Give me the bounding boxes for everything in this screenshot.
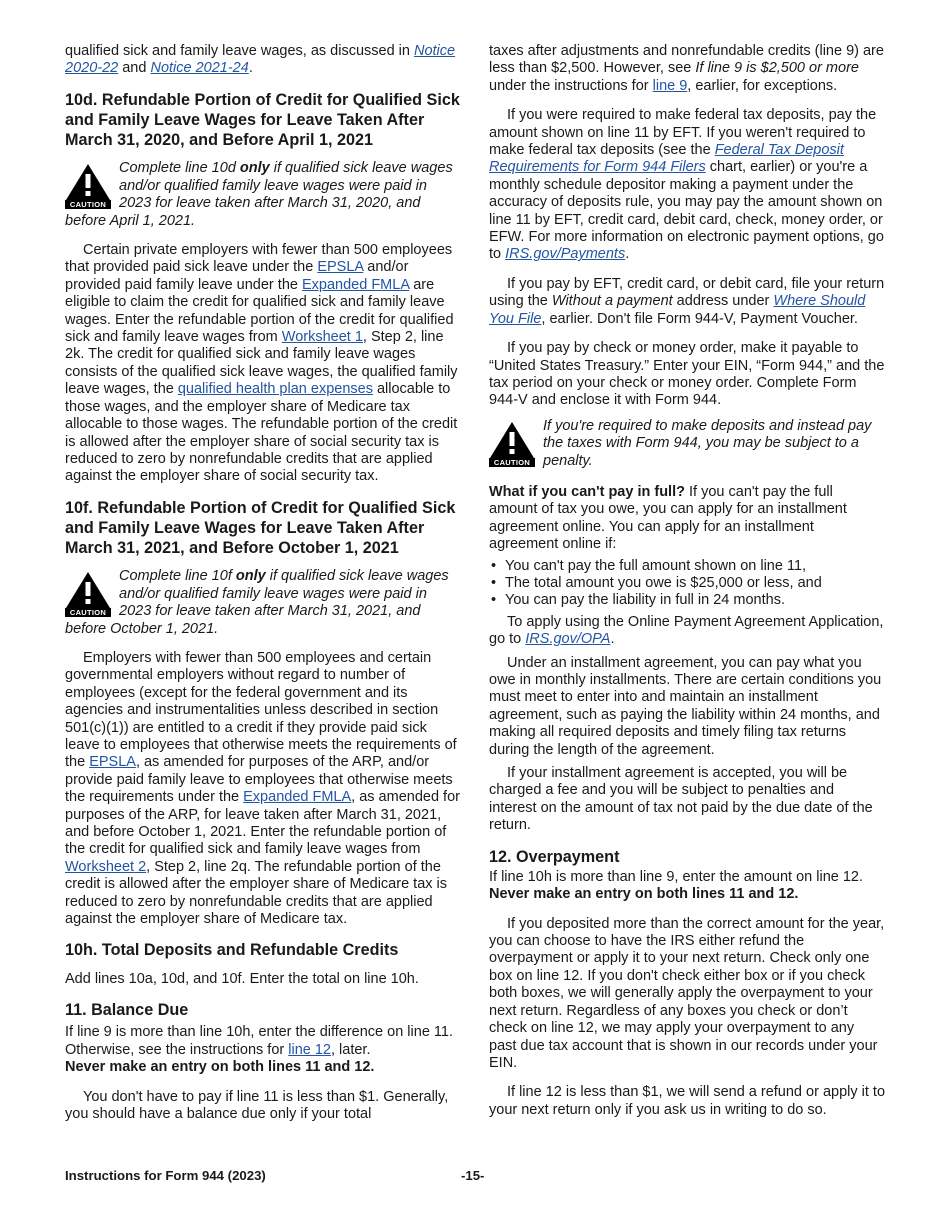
text: , Step 2, line 2k. The credit for qualified sick and family leave wages consists of the qualified sick leave wages, the qualified family leave wages, the xyxy=(65,329,458,398)
text: . xyxy=(610,631,615,648)
paragraph-12-refund: If line 12 is less than $1, we will send a refund or apply it to your next return only if you ask us in writing to do so. xyxy=(489,1084,886,1118)
list-item: • You can pay the liability in full in 24 months. xyxy=(489,592,885,609)
worksheet-2-link[interactable]: Worksheet 2 xyxy=(65,858,147,875)
text: , earlier. Don't file Form 944-V, Payment Voucher. xyxy=(541,310,858,327)
text: , as amended for purposes of the ARP, and/or provide paid family leave to employees that otherwise meets the requirements under the xyxy=(65,754,453,806)
text: allocable to those wages, and the employer share of Medicare tax allocable to those wages. The refundable portion of the credit is allowed after the employer share of social security tax is reduced to zero by nonrefundable credits that are applied against the employer share of social security tax. xyxy=(65,381,458,485)
paragraph-check-payment: If you pay by check or money order, make it payable to “United States Treasury.” Enter your EIN, “Form 944,” and the tax period on your check or money order. Complete Form 944-V and enclose it with Form 944. xyxy=(489,340,885,409)
list-item: • You can't pay the full amount shown on line 11, xyxy=(489,558,885,575)
notice-2020-22-link[interactable]: Notice 2020-22 xyxy=(65,43,456,77)
text-bold: Never make an entry on both lines 11 and 12. xyxy=(489,886,799,903)
notice-2021-24-link[interactable]: Notice 2021-24 xyxy=(150,60,249,77)
line-12-link[interactable]: line 12 xyxy=(288,1041,331,1058)
text: If you were required to make federal tax deposits, pay the amount shown on line 11 by EFT. If you weren't required to make federal tax deposits (see the xyxy=(489,107,877,159)
expanded-fmla-link[interactable]: Expanded FMLA xyxy=(301,276,410,293)
caution-icon xyxy=(489,421,535,467)
qualified-health-plan-expenses-link[interactable]: qualified health plan expenses xyxy=(177,381,373,398)
federal-tax-deposit-requirements-link[interactable]: Federal Tax Deposit Requirements for Form 944 Filers xyxy=(489,142,844,176)
text: If you can't pay the full amount of tax you owe, you can apply for an installment agreement online. You can apply for an installment agreement online if: xyxy=(489,483,847,553)
text: If you're required to make deposits and instead pay the taxes with Form 944, you may be subject to a penalty. xyxy=(543,417,872,469)
text: , as amended for purposes of the ARP, for leave taken after March 31, 2021, and before October 1, 2021. Enter the refundable portion of the credit for qualified sick and family leave wages from xyxy=(65,789,460,858)
text: are eligible to claim the credit for qualified sick and family leave wages. Enter the refundable portion of the credit for qualified sick and family leave wages from xyxy=(65,276,454,346)
caution-penalty xyxy=(489,418,885,470)
text: taxes after adjustments and nonrefundable credits (line 9) are less than $2,500. However, see xyxy=(489,43,884,77)
text-italic: If line 9 is $2,500 or more xyxy=(695,60,859,77)
heading-10d: 10d. Refundable Portion of Credit for Qualified Sick and Family Leave Wages for Leave Taken After March 31, 2020, and Before April 1, 2021 xyxy=(65,90,460,150)
text: if qualified sick leave wages and/or qualified family leave wages were paid in 2023 for leave taken after March 31, 2021, and before October 1, 2021. xyxy=(65,568,449,637)
irs-payments-link[interactable]: IRS.gov/Payments xyxy=(505,246,626,263)
paragraph-10f xyxy=(65,650,461,929)
text: If line 10h is more than line 9, enter the amount on line 12. xyxy=(489,868,864,885)
heading-10f: 10f. Refundable Portion of Credit for Qualified Sick and Family Leave Wages for Leave Taken After March 31, 2021, and Before October 1, 2021 xyxy=(65,498,456,558)
caution-10d xyxy=(65,160,461,230)
epsla-link[interactable]: EPSLA xyxy=(89,754,136,771)
text-bold: only xyxy=(235,568,266,585)
caution-10f xyxy=(65,568,461,638)
paragraph-10h: Add lines 10a, 10d, and 10f. Enter the total on line 10h. xyxy=(65,970,419,987)
paragraph-11 xyxy=(65,1024,461,1076)
intro-paragraph xyxy=(65,43,461,78)
text-bold: What if you can't pay in full? xyxy=(489,483,685,500)
worksheet-1-link[interactable]: Worksheet 1 xyxy=(281,329,363,346)
text: If line 9 is more than line 10h, enter the difference on line 11. Otherwise, see the instructions for xyxy=(65,1024,453,1058)
caution-icon xyxy=(65,163,111,209)
left-column xyxy=(65,43,461,1135)
footer-title: Instructions for Form 944 (2023) xyxy=(65,1168,266,1183)
text-bold: Never make an entry on both lines 11 and 12. xyxy=(65,1059,375,1076)
heading-11: 11. Balance Due xyxy=(65,1001,189,1020)
right-column xyxy=(489,43,885,1131)
paragraph-12-deposit: If you deposited more than the correct amount for the year, you can choose to have the IRS either refund the overpayment or apply it to your next return. Check only one box on line 12. If you don't check either box or if you check both boxes, we will generally apply the overpayment to your next return. Regardless of any boxes you check or don’t check on line 12, we may apply your overpayment to any past due tax account that is shown in our records under your EIN. xyxy=(489,915,885,1071)
expanded-fmla-link[interactable]: Expanded FMLA xyxy=(243,789,352,806)
text: chart, earlier) or you're a monthly schedule depositor making a payment under the accuracy of deposits rule, you may pay the amount shown on line 11 by EFT, credit card, debit card, check, money order, or EFW. For more information on electronic payment options, go to xyxy=(489,159,884,263)
text: Complete line 10f xyxy=(119,568,236,585)
text: . xyxy=(248,60,253,77)
installment-conditions-list xyxy=(489,558,885,610)
text: and xyxy=(118,60,151,77)
text: if qualified sick leave wages and/or qualified family leave wages were paid in 2023 for leave taken after March 31, 2020, and before April 1, 2021. xyxy=(65,160,453,229)
text: address under xyxy=(672,293,774,310)
paragraph-installment-fee: If your installment agreement is accepted, you will be charged a fee and you will be subject to penalties and interest on the amount of tax not paid by the due date of the return. xyxy=(489,765,873,834)
caution-label: CAUTION xyxy=(69,608,107,618)
paragraph-11-balance: You don't have to pay if line 11 is less than $1. Generally, you should have a balance due only if your total xyxy=(65,1088,449,1122)
text: Complete line 10d xyxy=(119,160,240,177)
paragraph-12 xyxy=(489,869,885,904)
text: , Step 2, line 2q. The refundable portion of the credit is allowed after the employer share of Medicare tax is reduced to zero by nonrefundable credits that are applied against the employer share of Medicare tax. xyxy=(65,858,448,928)
caution-icon xyxy=(65,571,111,617)
page-number: -15- xyxy=(461,1168,485,1183)
caution-label: CAUTION xyxy=(69,200,107,210)
text: under the instructions for xyxy=(489,77,653,94)
heading-12: 12. Overpayment xyxy=(489,847,620,866)
text: . xyxy=(625,246,630,263)
list-item: • The total amount you owe is $25,000 or less, and xyxy=(489,575,885,592)
irs-opa-link[interactable]: IRS.gov/OPA xyxy=(525,631,611,648)
text: , later. xyxy=(330,1041,371,1058)
text: Certain private employers with fewer than 500 employees that provided paid sick leave under the xyxy=(65,242,453,276)
heading-10h: 10h. Total Deposits and Refundable Credits xyxy=(65,941,399,960)
paragraph-installment: Under an installment agreement, you can pay what you owe in monthly installments. There are certain conditions you must meet to enter into and maintain an installment agreement, such as paying the liability within 24 months, and making all required deposits and timely filing tax returns during the length of the agreement. xyxy=(489,654,882,758)
paragraph-threshold xyxy=(489,43,885,95)
line-9-link[interactable]: line 9 xyxy=(652,77,688,94)
where-should-you-file-link[interactable]: Where Should You File xyxy=(489,293,866,327)
text: qualified sick and family leave wages, as discussed in xyxy=(65,43,414,59)
paragraph-10d xyxy=(65,242,461,486)
text: , earlier, for exceptions. xyxy=(687,77,838,94)
paragraph-eft xyxy=(489,107,885,264)
paragraph-cant-pay xyxy=(489,484,885,554)
paragraph-file-return xyxy=(489,276,885,328)
caution-label: CAUTION xyxy=(493,457,531,467)
text: To apply using the Online Payment Agreement Application, go to xyxy=(489,613,884,648)
text: and/or provided paid family leave under the xyxy=(65,259,409,293)
text: If you pay by EFT, credit card, or debit card, file your return using the xyxy=(489,275,885,310)
paragraph-opa xyxy=(489,614,885,649)
epsla-link[interactable]: EPSLA xyxy=(317,259,364,276)
text-bold: only xyxy=(239,160,270,177)
text-italic: Without a payment xyxy=(551,293,673,310)
text: Employers with fewer than 500 employees and certain governmental employers without regard to number of employees (except for the federal government and its agencies and instrumentalities unless described in section 501(c)(1)) are entitled to a credit if they provide paid sick leave to employees that otherwise meets the requirements of the xyxy=(65,649,457,771)
